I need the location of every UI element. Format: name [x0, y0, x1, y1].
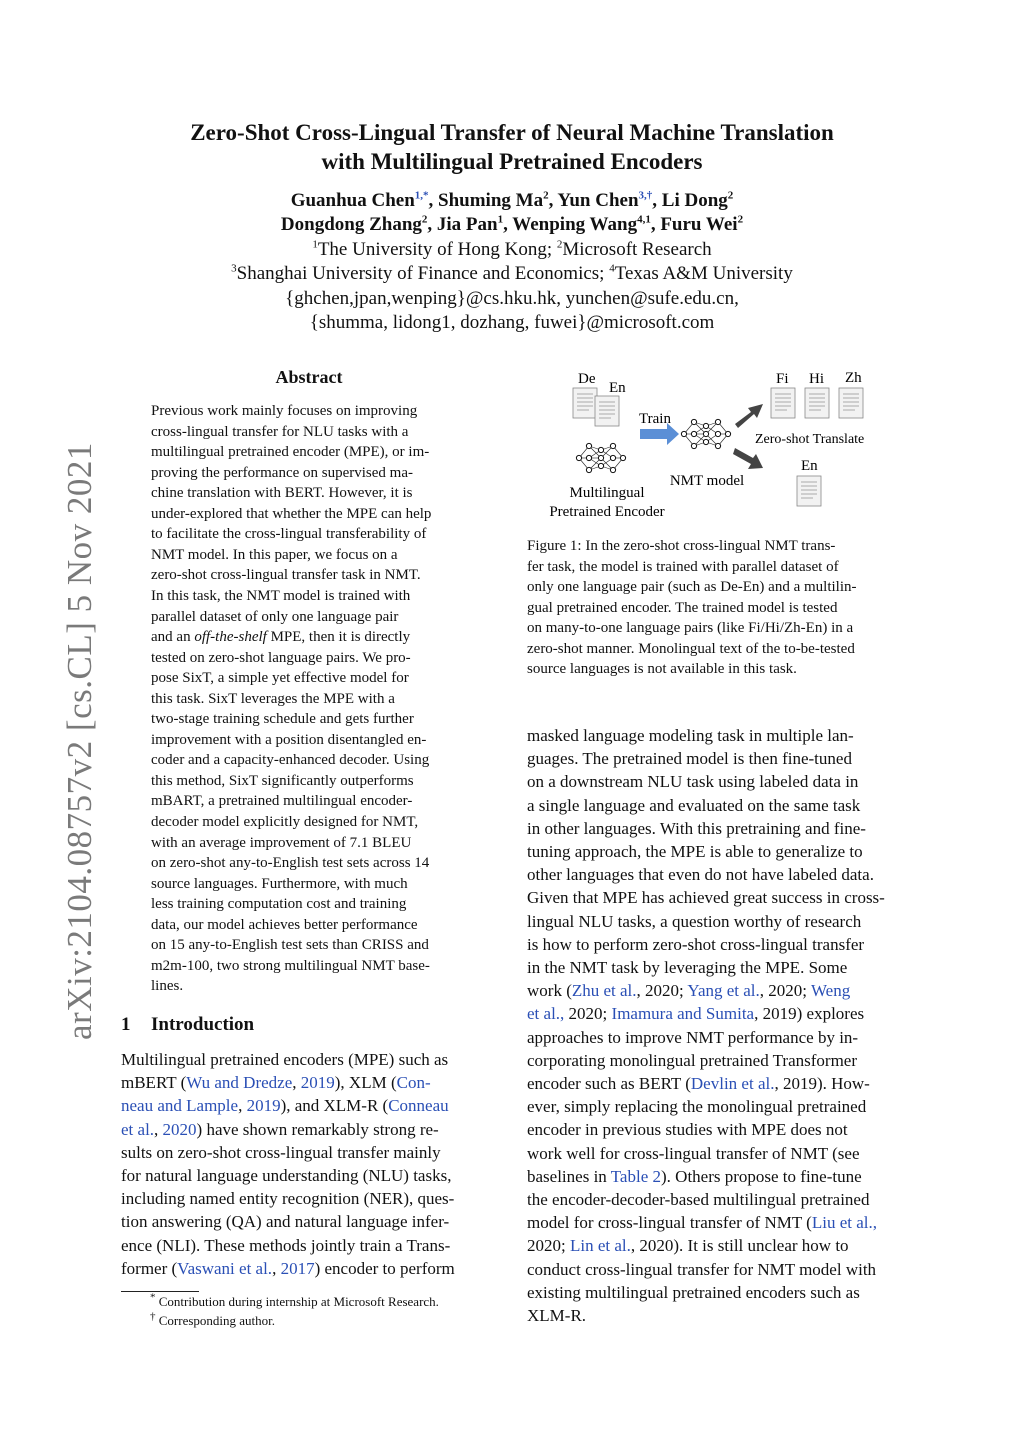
text-line: chine translation with BERT. However, it is — [151, 485, 413, 502]
author-affiliation-mark[interactable]: 1,* — [414, 189, 429, 202]
text-line: with an average improvement of 7.1 BLEU — [151, 834, 412, 851]
affiliation-text: Texas A&M University — [614, 263, 793, 284]
text-line: zero-shot cross-lingual transfer task in NMT. — [151, 567, 421, 584]
text-line: et al., 2020) have shown remarkably strong re- — [121, 1119, 439, 1139]
footnote-2 — [150, 1310, 276, 1329]
abstract-heading: Abstract — [275, 367, 343, 387]
email-line-2: {shumma, lidong1, dozhang, fuwei}@microsoft.com — [309, 312, 715, 333]
affiliation-text: Microsoft Research — [562, 239, 712, 260]
text-line: other languages that even do not have labeled data. — [527, 865, 874, 885]
text-line: under-explored that whether the MPE can help — [151, 505, 432, 522]
text-line: this task. SixT leverages the MPE with a — [151, 690, 395, 707]
author-affiliation-mark[interactable]: 3,† — [638, 189, 653, 202]
text-line: data, our model achieves better performance — [151, 916, 418, 933]
citation-link[interactable]: Devlin et al. — [690, 1074, 775, 1093]
text-line: encoder in previous studies with MPE does not — [527, 1120, 848, 1140]
text-line: tuning approach, the MPE is able to generalize to — [527, 842, 863, 861]
affiliation-mark: 1 — [312, 238, 318, 251]
citation-link[interactable]: Con- — [396, 1073, 431, 1093]
text-line: two-stage training schedule and gets further — [151, 711, 414, 728]
text-line: Figure 1: In the zero-shot cross-lingual NMT trans- — [527, 538, 836, 554]
label-multilingual: Multilingual — [569, 485, 645, 501]
text-line: NMT model. In this paper, we focus on a — [151, 546, 398, 563]
emphasis: off-the-shelf — [194, 629, 267, 646]
label-train: Train — [639, 411, 671, 427]
label-zh: Zh — [845, 370, 862, 386]
text-line: parallel dataset of only one language pair — [151, 608, 399, 625]
label-fi: Fi — [776, 371, 789, 387]
label-en-output: En — [801, 458, 818, 474]
text-line: work (Zhu et al., 2020; Yang et al., 2020; Weng — [527, 981, 851, 1001]
author-line-2: Dongdong Zhang$^2$, Jia Pan$^1$, Wenping Wang$^{4,1}$, Furu Wei$^2$ — [280, 213, 744, 235]
citation-link[interactable]: 2019 — [246, 1096, 281, 1116]
footnote-mark: † — [150, 1310, 156, 1323]
author-name: Furu Wei — [660, 214, 738, 235]
citation-link[interactable]: 2019 — [300, 1073, 335, 1093]
affiliation-text: The University of Hong Kong; — [317, 239, 557, 260]
citation-link[interactable]: Table 2 — [610, 1166, 661, 1186]
label-hi: Hi — [809, 371, 824, 387]
author-name: Guanhua Chen — [290, 190, 415, 211]
text-line: lines. — [151, 978, 184, 995]
affiliation-mark: 3 — [231, 262, 237, 275]
text-line: lingual NLU tasks, a question worthy of research — [527, 911, 862, 931]
citation-link[interactable]: neau and Lample — [121, 1096, 239, 1116]
email-line-1: {ghchen,jpan,wenping}@cs.hku.hk, yunchen@sufe.edu.cn, — [285, 288, 739, 309]
text-line: ence (NLI). These methods jointly train a Trans- — [121, 1235, 451, 1255]
text-line: model for cross-lingual transfer of NMT (Liu et al., — [527, 1213, 877, 1233]
text-line: sults on zero-shot cross-lingual transfer mainly — [121, 1142, 441, 1162]
nmt-network-icon — [681, 419, 730, 448]
text-line: 2020; Lin et al., 2020). It is still unclear how to — [527, 1236, 849, 1256]
citation-link[interactable]: Wu and Dredze — [186, 1073, 293, 1093]
text-line: guages. The pretrained model is then fine-tuned — [527, 749, 852, 769]
text-line: in the NMT task by leveraging the MPE. Some — [527, 958, 848, 977]
text-line: cross-lingual transfer for NLU tasks with a — [151, 423, 409, 440]
document-icon — [839, 388, 863, 418]
citation-link[interactable]: Liu et al., — [811, 1213, 877, 1233]
text-line: Multilingual pretrained encoders (MPE) such as — [121, 1050, 449, 1069]
output-arrow-icon — [733, 448, 763, 469]
text-line: encoder such as BERT (Devlin et al., 2019). How- — [527, 1074, 870, 1093]
text-line: existing multilingual pretrained encoders such as — [527, 1282, 860, 1302]
author-affiliation-mark: 2 — [543, 189, 549, 202]
author-affiliation-mark: 1 — [497, 213, 504, 226]
text-line: in other languages. With this pretraining and fine- — [527, 818, 866, 838]
text-line: mBERT (Wu and Dredze, 2019), XLM (Con- — [121, 1073, 431, 1093]
text-line: et al., 2020; Imamura and Sumita, 2019) explores — [527, 1004, 865, 1024]
input-arrow-icon — [735, 404, 763, 428]
section-title: Introduction — [151, 1014, 255, 1035]
text-line: zero-shot manner. Monolingual text of the to-be-tested — [527, 640, 855, 657]
text-line: tion answering (QA) and natural language infer- — [121, 1212, 450, 1232]
text-line: baselines in Table 2). Others propose to fine-tune — [527, 1166, 862, 1186]
section-number: 1 — [121, 1014, 131, 1035]
text-line: gual pretrained encoder. The trained model is tested — [527, 599, 838, 616]
document-icon — [573, 388, 597, 418]
text-line: the encoder-decoder-based multilingual pretrained — [527, 1190, 870, 1209]
affiliation-text: Shanghai University of Finance and Economics; — [236, 263, 610, 284]
text-line: source languages is not available in this task. — [527, 661, 797, 677]
label-pretrained-encoder: Pretrained Encoder — [549, 504, 665, 520]
text-line: tested on zero-shot language pairs. We pro- — [151, 649, 411, 666]
text-line: on 15 any-to-English test sets than CRISS and — [151, 937, 429, 954]
text-line: multilingual pretrained encoder (MPE), or im- — [151, 444, 430, 461]
document-icon — [797, 476, 821, 506]
citation-link[interactable]: Vaswani et al. — [177, 1258, 273, 1278]
author-name: Jia Pan — [436, 214, 498, 235]
text-line: In this task, the NMT model is trained with — [151, 587, 411, 604]
text-line: mBART, a pretrained multilingual encoder- — [151, 793, 413, 810]
text-line: source languages. Furthermore, with much — [151, 875, 408, 892]
encoder-network-icon — [576, 443, 625, 472]
text-line: and an off-the-shelf MPE, then it is directly — [151, 629, 411, 646]
author-name: Dongdong Zhang — [280, 214, 422, 235]
author-name: Wenping Wang — [512, 214, 638, 235]
text-line: including named entity recognition (NER), ques- — [121, 1189, 455, 1209]
section-heading-introduction — [121, 1014, 254, 1036]
text-line: neau and Lample, 2019), and XLM-R (Conneau — [121, 1096, 449, 1116]
author-name: Shuming Ma — [438, 190, 544, 211]
author-name: Yun Chen — [557, 190, 639, 211]
text-line: XLM-R. — [527, 1306, 587, 1325]
text-line: ever, simply replacing the monolingual pretrained — [527, 1097, 867, 1117]
text-line: only one language pair (such as De-En) and a multilin- — [527, 579, 857, 595]
footnote-1 — [150, 1291, 439, 1310]
text-line: for natural language understanding (NLU) tasks, — [121, 1166, 452, 1185]
label-nmt-model: NMT model — [669, 473, 745, 489]
label-en-source: En — [609, 380, 626, 396]
footnote-text: Contribution during internship at Microsoft Research. — [158, 1294, 439, 1309]
text-line: work well for cross-lingual transfer of NMT (see — [527, 1143, 860, 1163]
text-line: improvement with a position disentangled en- — [151, 731, 427, 748]
arxiv-identifier: arXiv:2104.08757v2 [cs.CL] 5 Nov 2021 — [60, 442, 99, 1040]
citation-link[interactable]: Conneau — [388, 1096, 449, 1116]
affiliation-mark: 2 — [556, 238, 563, 251]
citation-link[interactable]: Zhu et al. — [571, 981, 637, 1001]
author-name: Li Dong — [661, 190, 728, 211]
text-line: a single language and evaluated on the same task — [527, 795, 861, 815]
citation-link[interactable]: et al., — [527, 1004, 565, 1024]
text-line: this method, SixT significantly outperforms — [151, 772, 414, 789]
footnote-text: Corresponding author. — [158, 1313, 276, 1328]
document-icon — [771, 388, 795, 418]
text-line: Previous work mainly focuses on improving — [151, 403, 418, 419]
text-line: coder and a capacity-enhanced decoder. Using — [151, 752, 430, 769]
text-line: m2m-100, two strong multilingual NMT base- — [151, 957, 430, 974]
text-line: proving the performance on supervised ma- — [151, 464, 413, 481]
text-line: conduct cross-lingual transfer for NMT model with — [527, 1259, 877, 1279]
document-icon — [805, 388, 829, 418]
citation-link[interactable]: et al. — [121, 1119, 155, 1139]
text-line: fer task, the model is trained with parallel dataset of — [527, 558, 839, 575]
citation-link[interactable]: Weng — [810, 981, 851, 1001]
author-line-1: Guanhua Chen$^{1,*}$, Shuming Ma$^2$, Yun Chen$^{3,\dagger}$, Li Dong$^2$ — [290, 189, 734, 211]
text-line: is how to perform zero-shot cross-lingual transfer — [527, 934, 865, 954]
affiliation-mark: 4 — [609, 262, 615, 275]
text-line: former (Vaswani et al., 2017) encoder to perform — [121, 1258, 455, 1278]
text-line: approaches to improve NMT performance by in- — [527, 1027, 859, 1047]
text-line: less training computation cost and training — [151, 896, 407, 913]
text-line: decoder model explicitly designed for NMT, — [151, 814, 419, 830]
label-de: De — [578, 371, 596, 387]
text-line: corporating monolingual pretrained Transformer — [527, 1050, 858, 1070]
affiliation-line-2 — [0, 263, 1024, 285]
text-line: on many-to-one language pairs (like Fi/Hi/Zh-En) in a — [527, 620, 854, 636]
document-icon — [595, 396, 619, 426]
text-line: on zero-shot any-to-English test sets across 14 — [151, 855, 430, 872]
citation-link[interactable]: Imamura and Sumita — [611, 1004, 755, 1024]
text-line: masked language modeling task in multiple lan- — [527, 726, 854, 745]
citation-link[interactable]: Yang et al. — [687, 981, 760, 1001]
citation-link[interactable]: Lin et al. — [569, 1236, 631, 1256]
text-line: on a downstream NLU task using labeled data in — [527, 772, 859, 792]
label-zero-shot-translate: Zero-shot Translate — [755, 432, 865, 447]
affiliation-line-1 — [0, 239, 1024, 261]
footnote-rule — [121, 1291, 199, 1292]
paper-title-line-2: with Multilingual Pretrained Encoders — [321, 149, 703, 174]
author-affiliation-mark: 2 — [727, 189, 734, 202]
text-line: to facilitate the cross-lingual transferability of — [151, 526, 427, 543]
figure-1-diagram — [545, 366, 890, 521]
citation-link[interactable]: 2017 — [280, 1258, 315, 1278]
paper-title-line-1: Zero-Shot Cross-Lingual Transfer of Neural Machine Translation — [190, 120, 834, 145]
text-line: Given that MPE has achieved great success in cross- — [527, 888, 885, 908]
citation-link[interactable]: 2020 — [162, 1119, 197, 1139]
author-affiliation-mark: 2 — [737, 213, 744, 226]
text-line: pose SixT, a simple yet effective model for — [151, 670, 409, 687]
author-affiliation-mark: 4,1 — [637, 213, 651, 226]
footnote-mark: * — [150, 1291, 156, 1304]
author-affiliation-mark: 2 — [421, 213, 428, 226]
